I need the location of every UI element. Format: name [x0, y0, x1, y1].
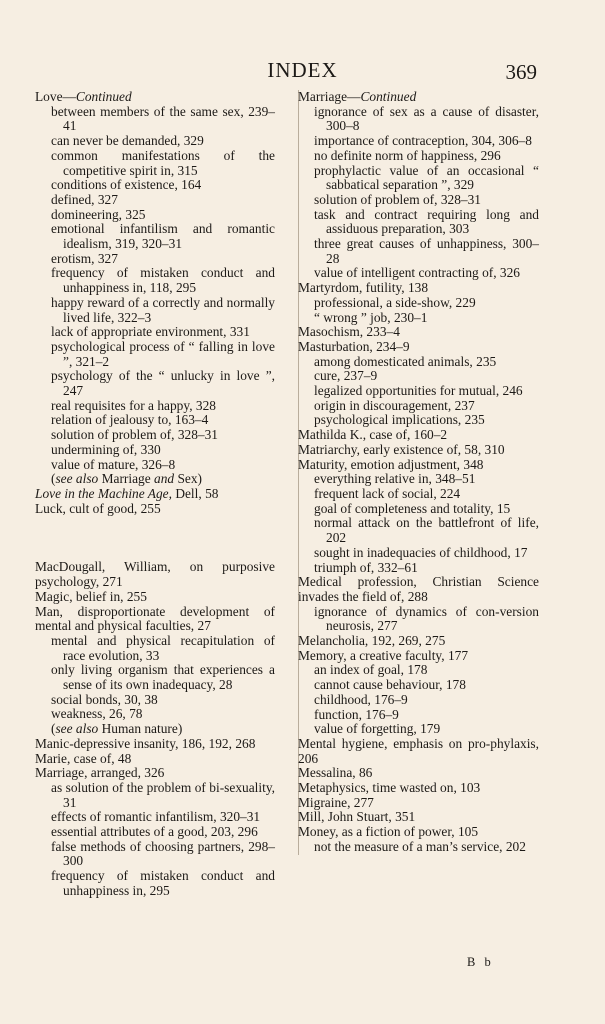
index-subentry	[298, 663, 539, 678]
index-subentry	[298, 311, 539, 326]
index-subentry	[298, 678, 539, 693]
index-entry	[298, 649, 539, 664]
entry-text: emotional infantilism and romantic idealism, 319, 320–31	[51, 221, 275, 252]
page-title: INDEX	[267, 58, 338, 82]
entry-text: frequency of mistaken conduct and unhappiness in, 295	[51, 868, 275, 898]
entry-text: Continued	[360, 89, 417, 104]
entry-text: function, 176–9	[314, 706, 399, 722]
index-subentry	[35, 869, 275, 898]
index-subentry	[35, 693, 275, 708]
index-subentry	[298, 384, 539, 399]
entry-text: frequency of mistaken conduct and unhappiness in, 118, 295	[51, 265, 275, 296]
entry-text: Money, as a fiction of power, 105	[298, 824, 479, 840]
index-subentry	[298, 546, 539, 561]
index-subentry	[298, 149, 539, 164]
entry-text: mental and physical recapitulation of race evolution, 33	[51, 632, 275, 663]
entry-text: cure, 237–9	[314, 368, 378, 384]
signature-mark: B b	[467, 955, 494, 969]
entry-text: psychological process of “ falling in love ”, 321–2	[51, 338, 275, 369]
index-subentry	[35, 266, 275, 295]
entry-text: Migraine, 277	[298, 794, 374, 810]
index-subentry	[35, 134, 275, 149]
entry-text: Metaphysics, time wasted on, 103	[298, 780, 481, 796]
entry-text: see also	[55, 721, 99, 737]
entry-text: normal attack on the battlefront of life, 202	[314, 515, 539, 546]
entry-text: between members of the same sex, 239–41	[51, 103, 275, 134]
entry-text: Love—	[35, 89, 76, 104]
entry-text: Messalina, 86	[298, 765, 373, 781]
entry-text: Mill, John Stuart, 351	[298, 809, 416, 825]
section-gap	[35, 516, 275, 560]
index-subentry	[298, 472, 539, 487]
entry-text: social bonds, 30, 38	[51, 691, 158, 707]
index-subentry	[35, 840, 275, 869]
index-subentry	[298, 840, 539, 855]
entry-text: (	[51, 721, 56, 737]
index-subentry	[35, 340, 275, 369]
index-entry	[35, 560, 275, 589]
index-entry	[298, 428, 539, 443]
entry-text: happy reward of a correctly and normally lived life, 322–3	[51, 294, 275, 325]
index-subentry	[298, 516, 539, 545]
entry-text: professional, a side-show, 229	[314, 294, 476, 310]
index-subentry	[35, 458, 275, 473]
index-column-right	[298, 90, 540, 855]
index-entry	[298, 340, 539, 355]
index-subentry	[298, 369, 539, 384]
index-subentry	[298, 561, 539, 576]
entry-text: value of intelligent contracting of, 326	[314, 265, 521, 281]
index-subentry	[35, 443, 275, 458]
index-entry	[298, 325, 539, 340]
entry-text: Marriage, arranged, 326	[35, 765, 165, 781]
entry-text: only living organism that experiences a sense of its own inadequacy, 28	[51, 662, 275, 693]
index-entry	[35, 752, 275, 767]
page-number: 369	[505, 60, 537, 84]
entry-text: Memory, a creative faculty, 177	[298, 647, 469, 663]
entry-text: Maturity, emotion adjustment, 348	[298, 456, 484, 472]
entry-text: Medical profession, Christian Science invades the field of, 288	[298, 574, 539, 604]
index-subentry	[35, 663, 275, 692]
entry-text: see also	[55, 471, 99, 487]
index-entry	[298, 281, 539, 296]
entry-text: domineering, 325	[51, 206, 146, 222]
index-column-left	[35, 90, 275, 899]
index-subentry	[298, 193, 539, 208]
entry-text: conditions of existence, 164	[51, 177, 202, 193]
index-entry	[35, 766, 275, 781]
entry-text: ignorance of dynamics of con-version neurosis, 277	[314, 603, 539, 634]
entry-text: not the measure of a man’s service, 202	[314, 838, 526, 854]
index-entry	[298, 825, 539, 840]
entry-text: no definite norm of happiness, 296	[314, 147, 501, 163]
index-subentry	[35, 149, 275, 178]
index-subentry	[35, 634, 275, 663]
index-subentry	[298, 487, 539, 502]
index-subentry	[35, 413, 275, 428]
index-subentry	[35, 178, 275, 193]
index-subentry	[35, 781, 275, 810]
index-entry	[35, 605, 275, 634]
index-subentry	[35, 252, 275, 267]
entry-text: Melancholia, 192, 269, 275	[298, 633, 446, 649]
index-entry	[298, 575, 539, 604]
entry-text: triumph of, 332–61	[314, 559, 418, 575]
entry-text: task and contract requiring long and assiduous preparation, 303	[314, 206, 539, 237]
entry-text: value of mature, 326–8	[51, 456, 176, 472]
entry-text: Man, disproportionate development of mental and physical faculties, 27	[35, 603, 275, 634]
entry-text: (	[51, 471, 56, 487]
entry-text: MacDougall, William, on purposive psychology, 271	[35, 559, 275, 590]
index-subentry	[298, 105, 539, 134]
entry-text: erotism, 327	[51, 250, 118, 266]
index-subentry	[35, 428, 275, 443]
entry-text: origin in discouragement, 237	[314, 397, 475, 413]
index-entry	[298, 458, 539, 473]
index-entry	[35, 487, 275, 502]
index-subentry	[35, 325, 275, 340]
index-subentry	[298, 708, 539, 723]
index-subentry	[35, 296, 275, 325]
index-subentry	[35, 472, 275, 487]
entry-text: legalized opportunities for mutual, 246	[314, 383, 523, 399]
entry-text: three great causes of unhappiness, 300–28	[314, 236, 539, 266]
index-subentry	[298, 413, 539, 428]
entry-text: “ wrong ” job, 230–1	[314, 309, 428, 325]
entry-text: Magic, belief in, 255	[35, 588, 147, 604]
index-subentry	[298, 722, 539, 737]
entry-text: and	[154, 471, 175, 487]
entry-text: importance of contraception, 304, 306–8	[314, 133, 532, 149]
entry-text: Marie, case of, 48	[35, 750, 132, 766]
entry-text: Sex)	[174, 471, 203, 487]
index-subentry	[35, 810, 275, 825]
index-entry	[298, 766, 539, 781]
entry-text: defined, 327	[51, 191, 118, 207]
entry-text: cannot cause behaviour, 178	[314, 677, 466, 693]
entry-text: Marriage	[98, 471, 155, 487]
index-subentry	[35, 222, 275, 251]
entry-text: solution of problem of, 328–31	[51, 427, 218, 443]
entry-text: Marriage—	[298, 89, 361, 104]
entry-text: Human nature)	[98, 721, 183, 737]
entry-text: Masturbation, 234–9	[298, 338, 410, 354]
entry-text: undermining of, 330	[51, 441, 161, 457]
index-entry	[35, 90, 275, 105]
entry-text: Matriarchy, early existence of, 58, 310	[298, 441, 505, 457]
entry-text: among domesticated animals, 235	[314, 353, 497, 369]
index-subentry	[35, 208, 275, 223]
entry-text: Continued	[75, 89, 132, 104]
entry-text: prophylactic value of an occasional “ sabbatical separation ”, 329	[314, 162, 539, 193]
entry-text: an index of goal, 178	[314, 662, 428, 678]
entry-text: Mental hygiene, emphasis on pro-phylaxis, 206	[298, 735, 539, 766]
entry-text: lack of appropriate environment, 331	[51, 324, 250, 340]
entry-text: everything relative in, 348–51	[314, 471, 476, 487]
entry-text: relation of jealousy to, 163–4	[51, 412, 209, 428]
index-subentry	[35, 369, 275, 398]
index-entry	[298, 810, 539, 825]
entry-text: sought in inadequacies of childhood, 17	[314, 544, 528, 560]
index-subentry	[298, 237, 539, 266]
index-subentry	[35, 825, 275, 840]
entry-text: value of forgetting, 179	[314, 721, 441, 737]
entry-text: as solution of the problem of bi-sexuality, 31	[51, 779, 275, 810]
index-subentry	[35, 722, 275, 737]
entry-text: Luck, cult of good, 255	[35, 500, 161, 516]
entry-text: Love in the Machine Age,	[35, 485, 172, 501]
entry-text: Martyrdom, futility, 138	[298, 280, 429, 296]
index-subentry	[298, 399, 539, 414]
entry-text: false methods of choosing partners, 298–300	[51, 838, 275, 869]
entry-text: Masochism, 233–4	[298, 324, 400, 340]
index-subentry	[298, 208, 539, 237]
entry-text: psychological implications, 235	[314, 412, 485, 428]
index-subentry	[298, 355, 539, 370]
index-subentry	[298, 605, 539, 634]
index-subentry	[298, 296, 539, 311]
entry-text: ignorance of sex as a cause of disaster, 300–8	[314, 103, 539, 134]
index-subentry	[298, 502, 539, 517]
entry-text: common manifestations of the competitive spirit in, 315	[51, 147, 275, 178]
index-subentry	[298, 693, 539, 708]
index-entry	[35, 737, 275, 752]
entry-text: Manic-depressive insanity, 186, 192, 268	[35, 735, 256, 751]
index-entry	[298, 634, 539, 649]
index-entry	[298, 90, 539, 105]
entry-text: goal of completeness and totality, 15	[314, 500, 511, 516]
entry-text: Dell, 58	[171, 485, 219, 501]
index-subentry	[298, 266, 539, 281]
index-entry	[298, 443, 539, 458]
entry-text: can never be demanded, 329	[51, 133, 204, 149]
entry-text: real requisites for a happy, 328	[51, 397, 216, 413]
index-subentry	[35, 193, 275, 208]
index-subentry	[35, 105, 275, 134]
index-entry	[298, 737, 539, 766]
entry-text: Mathilda K., case of, 160–2	[298, 427, 448, 443]
index-subentry	[35, 707, 275, 722]
index-entry	[298, 796, 539, 811]
index-subentry	[298, 134, 539, 149]
entry-text: childhood, 176–9	[314, 691, 408, 707]
entry-text: essential attributes of a good, 203, 296	[51, 824, 258, 840]
index-entry	[35, 590, 275, 605]
entry-text: frequent lack of social, 224	[314, 485, 461, 501]
index-entry	[298, 781, 539, 796]
index-entry	[35, 502, 275, 517]
entry-text: effects of romantic infantilism, 320–31	[51, 809, 261, 825]
index-subentry	[298, 164, 539, 193]
index-subentry	[35, 399, 275, 414]
entry-text: psychology of the “ unlucky in love ”, 247	[51, 368, 275, 399]
entry-text: solution of problem of, 328–31	[314, 191, 481, 207]
entry-text: weakness, 26, 78	[51, 706, 143, 722]
